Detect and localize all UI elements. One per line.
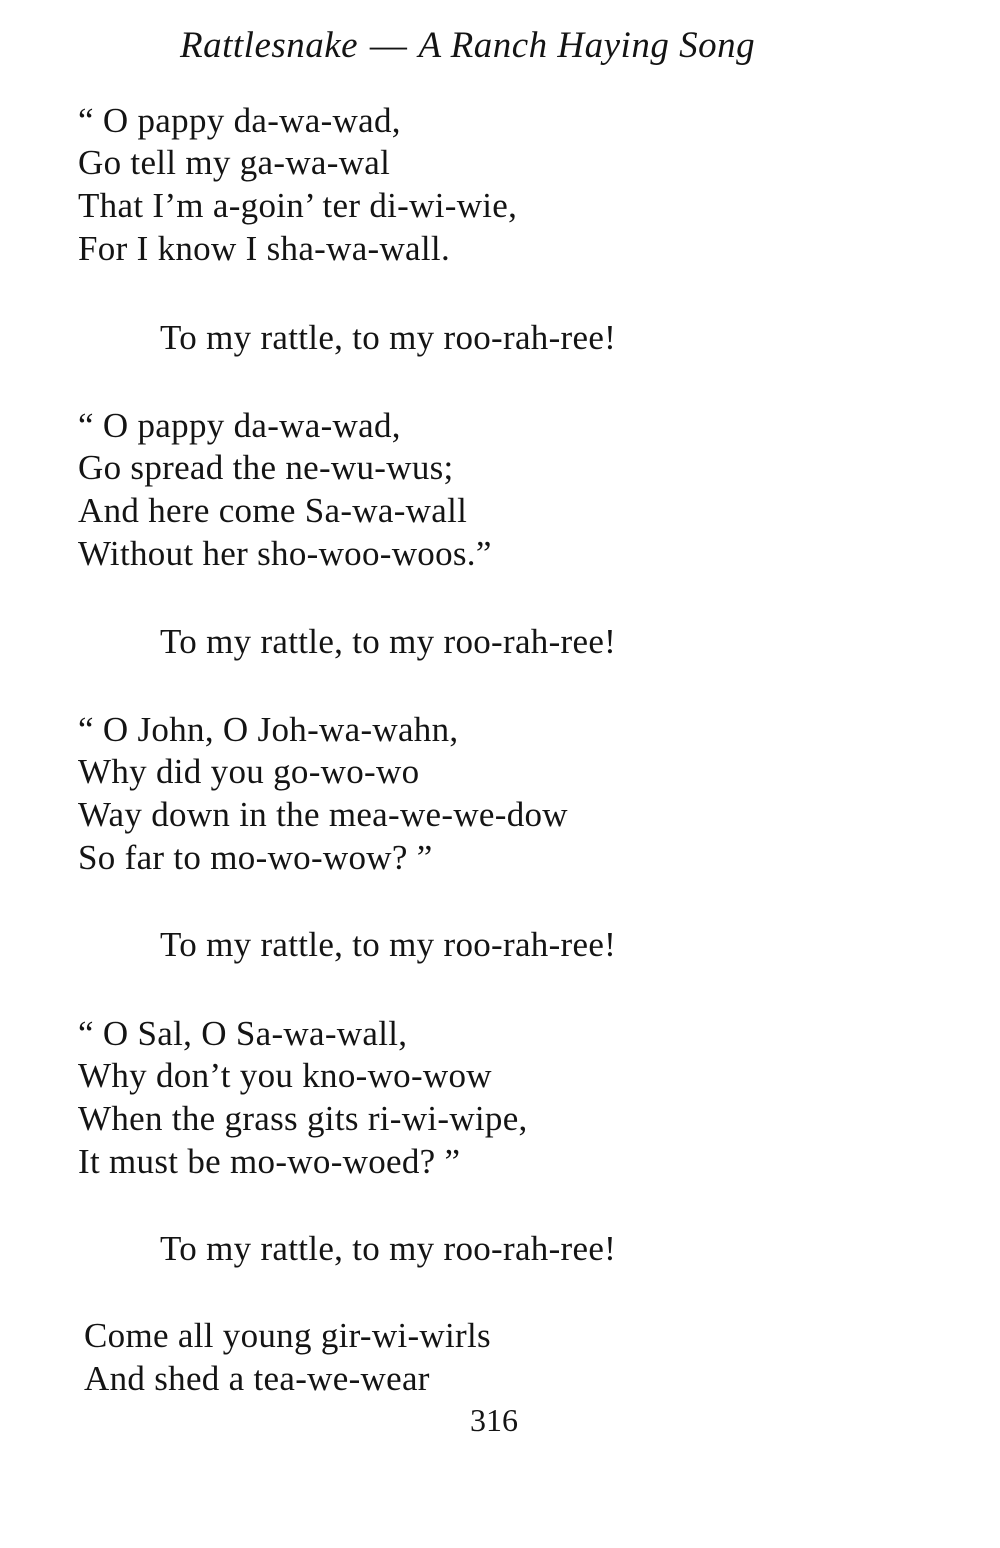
refrain-line: To my rattle, to my roo-rah-ree! (160, 1229, 617, 1268)
running-head-dash: — (369, 25, 408, 66)
verse-line: And here come Sa-wa-wall (78, 491, 468, 530)
refrain-line: To my rattle, to my roo-rah-ree! (160, 318, 617, 357)
verse-line: “ O John, O Joh-wa-wahn, (78, 710, 459, 749)
verse-line: Way down in the mea-we-we-dow (78, 795, 568, 834)
running-head-title-right: A Ranch Haying Song (418, 25, 756, 66)
verse-line: When the grass gits ri-wi-wipe, (78, 1099, 528, 1138)
verse-line: And shed a tea-we-wear (84, 1359, 430, 1398)
refrain-line: To my rattle, to my roo-rah-ree! (160, 622, 617, 661)
verse-line: It must be mo-wo-woed? ” (78, 1142, 461, 1181)
page-number: 316 (470, 1402, 518, 1438)
verse-line: That I’m a-goin’ ter di-wi-wie, (78, 186, 518, 225)
refrain-line: To my rattle, to my roo-rah-ree! (160, 925, 617, 964)
verse-line: Why don’t you kno-wo-wow (78, 1056, 492, 1095)
running-head (180, 20, 820, 72)
verse-line: So far to mo-wo-wow? ” (78, 838, 433, 877)
verse-line: Go spread the ne-wu-wus; (78, 448, 454, 487)
verse-line: Go tell my ga-wa-wal (78, 143, 391, 182)
verse-line: Without her sho-woo-woos.” (78, 534, 492, 573)
verse-line: For I know I sha-wa-wall. (78, 229, 450, 268)
verse-line: “ O Sal, O Sa-wa-wall, (78, 1014, 408, 1053)
verse-line: Come all young gir-wi-wirls (84, 1316, 491, 1355)
verse-line: “ O pappy da-wa-wad, (78, 406, 401, 445)
verse-line: Why did you go-wo-wo (78, 752, 420, 791)
verse-line: “ O pappy da-wa-wad, (78, 101, 401, 140)
running-head-title-left: Rattlesnake (180, 25, 359, 66)
